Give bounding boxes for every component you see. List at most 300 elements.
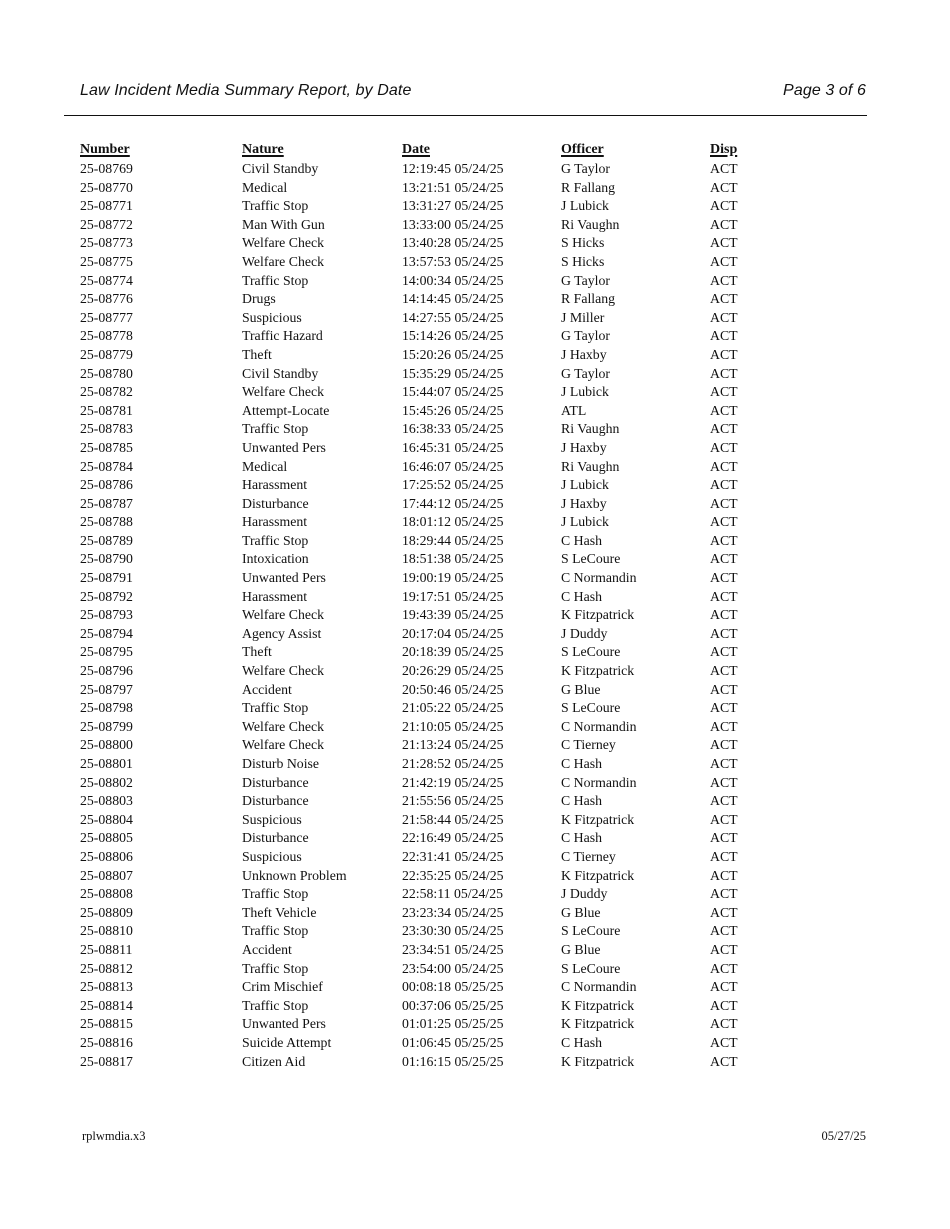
- cell-officer: C Hash: [561, 793, 603, 809]
- cell-number: 25-08806: [80, 848, 133, 864]
- cell-date: 19:17:51 05/24/25: [402, 588, 504, 604]
- cell-nature: Traffic Stop: [242, 886, 309, 902]
- table-row: [80, 513, 795, 532]
- cell-date: 20:18:39 05/24/25: [402, 644, 504, 660]
- cell-number: 25-08814: [80, 997, 133, 1013]
- cell-nature: Welfare Check: [242, 737, 325, 753]
- table-row: [80, 699, 795, 718]
- cell-number: 25-08810: [80, 923, 133, 939]
- cell-nature: Man With Gun: [242, 216, 325, 232]
- cell-date: 22:35:25 05/24/25: [402, 867, 504, 883]
- table-row: [80, 402, 795, 421]
- cell-date: 18:29:44 05/24/25: [402, 532, 504, 548]
- table-row: [80, 997, 795, 1016]
- table-row: [80, 792, 795, 811]
- cell-date: 15:20:26 05/24/25: [402, 346, 504, 362]
- footer-date: 05/27/25: [821, 1129, 866, 1143]
- cell-date: 23:23:34 05/24/25: [402, 904, 504, 920]
- cell-disp: ACT: [710, 774, 738, 790]
- table-row: [80, 234, 795, 253]
- cell-date: 20:50:46 05/24/25: [402, 681, 504, 697]
- cell-disp: ACT: [710, 607, 738, 623]
- column-header-nature: Nature: [242, 142, 284, 157]
- cell-officer: C Hash: [561, 756, 603, 771]
- cell-number: 25-08804: [80, 811, 133, 827]
- cell-disp: ACT: [710, 421, 738, 437]
- table-row: [80, 1015, 795, 1034]
- cell-disp: ACT: [710, 1016, 738, 1032]
- cell-officer: K Fitzpatrick: [561, 811, 635, 827]
- cell-number: 25-08817: [80, 1053, 133, 1069]
- cell-officer: C Normandin: [561, 774, 637, 790]
- table-row: [80, 885, 795, 904]
- cell-date: 14:14:45 05/24/25: [402, 291, 504, 307]
- cell-date: 23:30:30 05/24/25: [402, 923, 504, 939]
- cell-disp: ACT: [710, 551, 738, 567]
- cell-number: 25-08799: [80, 718, 133, 734]
- cell-number: 25-08796: [80, 663, 133, 679]
- cell-disp: ACT: [710, 402, 738, 418]
- cell-date: 15:44:07 05/24/25: [402, 384, 504, 400]
- cell-officer: K Fitzpatrick: [561, 867, 635, 883]
- cell-number: 25-08782: [80, 384, 133, 400]
- cell-number: 25-08779: [80, 346, 133, 362]
- cell-disp: ACT: [710, 439, 738, 455]
- column-header-number: Number: [80, 142, 130, 157]
- cell-nature: Theft: [242, 346, 272, 362]
- cell-date: 20:26:29 05/24/25: [402, 663, 504, 679]
- cell-officer: C Normandin: [561, 718, 637, 734]
- cell-disp: ACT: [710, 923, 738, 939]
- cell-date: 23:34:51 05/24/25: [402, 941, 504, 957]
- table-row: [80, 383, 795, 402]
- column-header-officer: Officer: [561, 142, 604, 157]
- table-row: [80, 736, 795, 755]
- cell-disp: ACT: [710, 161, 738, 176]
- table-header-row: [80, 139, 795, 160]
- table-row: [80, 160, 795, 179]
- table-row: [80, 532, 795, 551]
- cell-nature: Harassment: [242, 588, 308, 604]
- cell-disp: ACT: [710, 384, 738, 400]
- cell-nature: Medical: [242, 179, 288, 195]
- cell-number: 25-08800: [80, 737, 133, 753]
- cell-disp: ACT: [710, 793, 738, 809]
- cell-number: 25-08776: [80, 291, 133, 307]
- cell-date: 14:27:55 05/24/25: [402, 309, 504, 325]
- cell-date: 21:58:44 05/24/25: [402, 811, 504, 827]
- cell-nature: Traffic Stop: [242, 532, 309, 548]
- footer-report-id: rplwmdia.x3: [82, 1129, 146, 1143]
- cell-disp: ACT: [710, 253, 738, 269]
- cell-disp: ACT: [710, 458, 738, 474]
- cell-officer: K Fitzpatrick: [561, 663, 635, 679]
- cell-disp: ACT: [710, 346, 738, 362]
- cell-officer: S Hicks: [561, 253, 605, 269]
- table-row: [80, 290, 795, 309]
- cell-nature: Suspicious: [242, 309, 302, 325]
- cell-number: 25-08809: [80, 904, 133, 920]
- report-header: [80, 82, 866, 100]
- cell-disp: ACT: [710, 477, 738, 493]
- cell-disp: ACT: [710, 904, 738, 920]
- cell-nature: Traffic Stop: [242, 997, 309, 1013]
- column-header-date: Date: [402, 142, 430, 157]
- table-row: [80, 197, 795, 216]
- table-row: [80, 458, 795, 477]
- cell-date: 21:05:22 05/24/25: [402, 700, 504, 716]
- cell-officer: S LeCoure: [561, 700, 621, 716]
- cell-disp: ACT: [710, 309, 738, 325]
- cell-nature: Unwanted Pers: [242, 1016, 326, 1032]
- cell-number: 25-08772: [80, 216, 133, 232]
- cell-date: 12:19:45 05/24/25: [402, 161, 504, 176]
- cell-date: 21:55:56 05/24/25: [402, 793, 504, 809]
- cell-number: 25-08805: [80, 830, 133, 846]
- cell-nature: Unwanted Pers: [242, 570, 326, 586]
- table-row: [80, 179, 795, 198]
- cell-number: 25-08812: [80, 960, 133, 976]
- cell-nature: Suspicious: [242, 848, 302, 864]
- cell-disp: ACT: [710, 588, 738, 604]
- cell-date: 13:21:51 05/24/25: [402, 179, 504, 195]
- cell-nature: Disturbance: [242, 830, 309, 846]
- cell-nature: Suicide Attempt: [242, 1034, 332, 1050]
- cell-number: 25-08793: [80, 607, 133, 623]
- cell-nature: Attempt-Locate: [242, 402, 330, 418]
- cell-officer: K Fitzpatrick: [561, 607, 635, 623]
- cell-disp: ACT: [710, 663, 738, 679]
- cell-disp: ACT: [710, 811, 738, 827]
- cell-number: 25-08790: [80, 551, 133, 567]
- cell-disp: ACT: [710, 514, 738, 530]
- cell-number: 25-08769: [80, 161, 133, 176]
- cell-officer: C Tierney: [561, 737, 616, 753]
- table-row: [80, 272, 795, 291]
- cell-number: 25-08775: [80, 253, 133, 269]
- cell-disp: ACT: [710, 625, 738, 641]
- cell-officer: C Hash: [561, 830, 603, 846]
- table-row: [80, 439, 795, 458]
- cell-officer: S LeCoure: [561, 960, 621, 976]
- cell-date: 19:43:39 05/24/25: [402, 607, 504, 623]
- cell-disp: ACT: [710, 718, 738, 734]
- cell-number: 25-08794: [80, 625, 133, 641]
- table-row: [80, 588, 795, 607]
- cell-nature: Unwanted Pers: [242, 439, 326, 455]
- cell-nature: Suspicious: [242, 811, 302, 827]
- incident-table-body: [80, 160, 795, 1071]
- table-row: [80, 569, 795, 588]
- cell-disp: ACT: [710, 941, 738, 957]
- cell-date: 23:54:00 05/24/25: [402, 960, 504, 976]
- cell-disp: ACT: [710, 867, 738, 883]
- cell-officer: S LeCoure: [561, 551, 621, 567]
- cell-nature: Theft: [242, 644, 272, 660]
- cell-officer: C Normandin: [561, 979, 637, 995]
- cell-disp: ACT: [710, 979, 738, 995]
- cell-nature: Disturbance: [242, 793, 309, 809]
- cell-officer: K Fitzpatrick: [561, 1053, 635, 1069]
- table-row: [80, 978, 795, 997]
- cell-nature: Medical: [242, 458, 288, 474]
- column-header-disp: Disp: [710, 142, 738, 157]
- table-row: [80, 625, 795, 644]
- cell-disp: ACT: [710, 737, 738, 753]
- cell-officer: C Hash: [561, 532, 603, 548]
- cell-date: 01:16:15 05/25/25: [402, 1053, 504, 1069]
- cell-date: 22:16:49 05/24/25: [402, 830, 504, 846]
- cell-officer: G Taylor: [561, 272, 610, 288]
- cell-date: 01:01:25 05/25/25: [402, 1016, 504, 1032]
- table-row: [80, 495, 795, 514]
- cell-number: 25-08773: [80, 235, 133, 251]
- cell-disp: ACT: [710, 235, 738, 251]
- cell-date: 21:28:52 05/24/25: [402, 756, 504, 771]
- table-row: [80, 1034, 795, 1053]
- cell-date: 22:31:41 05/24/25: [402, 848, 504, 864]
- cell-date: 00:37:06 05/25/25: [402, 997, 504, 1013]
- cell-disp: ACT: [710, 960, 738, 976]
- cell-nature: Welfare Check: [242, 235, 325, 251]
- cell-nature: Disturbance: [242, 774, 309, 790]
- cell-disp: ACT: [710, 700, 738, 716]
- cell-officer: J Duddy: [561, 886, 608, 902]
- cell-nature: Accident: [242, 941, 292, 957]
- table-row: [80, 216, 795, 235]
- cell-number: 25-08784: [80, 458, 133, 474]
- cell-officer: J Haxby: [561, 346, 607, 362]
- cell-disp: ACT: [710, 997, 738, 1013]
- cell-number: 25-08797: [80, 681, 133, 697]
- cell-number: 25-08787: [80, 495, 133, 511]
- table-row: [80, 309, 795, 328]
- table-row: [80, 960, 795, 979]
- cell-nature: Traffic Stop: [242, 198, 309, 214]
- table-row: [80, 643, 795, 662]
- cell-nature: Traffic Stop: [242, 272, 309, 288]
- cell-disp: ACT: [710, 272, 738, 288]
- cell-date: 18:01:12 05/24/25: [402, 514, 504, 530]
- cell-disp: ACT: [710, 848, 738, 864]
- cell-nature: Civil Standby: [242, 365, 319, 381]
- cell-number: 25-08801: [80, 756, 133, 771]
- cell-nature: Citizen Aid: [242, 1053, 306, 1069]
- cell-date: 15:14:26 05/24/25: [402, 328, 504, 344]
- cell-nature: Traffic Stop: [242, 421, 309, 437]
- cell-number: 25-08808: [80, 886, 133, 902]
- cell-officer: C Hash: [561, 588, 603, 604]
- cell-officer: C Hash: [561, 1034, 603, 1050]
- cell-officer: K Fitzpatrick: [561, 997, 635, 1013]
- cell-disp: ACT: [710, 570, 738, 586]
- cell-officer: J Lubick: [561, 384, 609, 400]
- cell-officer: J Duddy: [561, 625, 608, 641]
- table-row: [80, 774, 795, 793]
- table-row: [80, 848, 795, 867]
- cell-officer: K Fitzpatrick: [561, 1016, 635, 1032]
- cell-disp: ACT: [710, 216, 738, 232]
- cell-number: 25-08815: [80, 1016, 133, 1032]
- cell-officer: G Taylor: [561, 365, 610, 381]
- cell-date: 18:51:38 05/24/25: [402, 551, 504, 567]
- cell-officer: G Blue: [561, 681, 601, 697]
- cell-disp: ACT: [710, 756, 738, 771]
- table-row: [80, 476, 795, 495]
- cell-officer: J Lubick: [561, 514, 609, 530]
- table-row: [80, 867, 795, 886]
- cell-nature: Drugs: [242, 291, 276, 307]
- report-footer: [82, 1129, 866, 1144]
- cell-date: 13:57:53 05/24/25: [402, 253, 504, 269]
- cell-disp: ACT: [710, 532, 738, 548]
- cell-nature: Unknown Problem: [242, 867, 347, 883]
- cell-officer: G Taylor: [561, 161, 610, 176]
- cell-disp: ACT: [710, 1053, 738, 1069]
- cell-nature: Traffic Hazard: [242, 328, 323, 344]
- cell-number: 25-08811: [80, 941, 133, 957]
- table-row: [80, 1053, 795, 1072]
- cell-date: 00:08:18 05/25/25: [402, 979, 504, 995]
- table-row: [80, 681, 795, 700]
- cell-officer: C Normandin: [561, 570, 637, 586]
- cell-date: 13:40:28 05/24/25: [402, 235, 504, 251]
- cell-nature: Welfare Check: [242, 384, 325, 400]
- cell-officer: R Fallang: [561, 291, 616, 307]
- cell-nature: Traffic Stop: [242, 923, 309, 939]
- cell-nature: Agency Assist: [242, 625, 322, 641]
- cell-officer: ATL: [561, 402, 587, 418]
- cell-nature: Harassment: [242, 477, 308, 493]
- cell-date: 16:46:07 05/24/25: [402, 458, 504, 474]
- table-row: [80, 327, 795, 346]
- header-rule: [64, 115, 867, 116]
- cell-number: 25-08786: [80, 477, 133, 493]
- cell-number: 25-08803: [80, 793, 133, 809]
- cell-disp: ACT: [710, 179, 738, 195]
- table-row: [80, 829, 795, 848]
- incident-table: [80, 139, 795, 1071]
- cell-number: 25-08778: [80, 328, 133, 344]
- cell-number: 25-08781: [80, 402, 133, 418]
- cell-officer: G Blue: [561, 904, 601, 920]
- cell-date: 22:58:11 05/24/25: [402, 886, 504, 902]
- cell-nature: Harassment: [242, 514, 308, 530]
- cell-date: 01:06:45 05/25/25: [402, 1034, 504, 1050]
- cell-number: 25-08795: [80, 644, 133, 660]
- table-row: [80, 662, 795, 681]
- cell-officer: Ri Vaughn: [561, 421, 620, 437]
- cell-number: 25-08816: [80, 1034, 133, 1050]
- cell-date: 16:38:33 05/24/25: [402, 421, 504, 437]
- cell-number: 25-08788: [80, 514, 133, 530]
- table-row: [80, 253, 795, 272]
- cell-officer: S LeCoure: [561, 923, 621, 939]
- table-row: [80, 606, 795, 625]
- cell-nature: Welfare Check: [242, 607, 325, 623]
- cell-disp: ACT: [710, 365, 738, 381]
- cell-number: 25-08785: [80, 439, 133, 455]
- cell-date: 13:31:27 05/24/25: [402, 198, 504, 214]
- cell-date: 20:17:04 05/24/25: [402, 625, 504, 641]
- cell-officer: C Tierney: [561, 848, 616, 864]
- table-row: [80, 922, 795, 941]
- cell-number: 25-08802: [80, 774, 133, 790]
- cell-date: 14:00:34 05/24/25: [402, 272, 504, 288]
- cell-nature: Intoxication: [242, 551, 309, 567]
- cell-officer: J Haxby: [561, 495, 607, 511]
- table-row: [80, 550, 795, 569]
- cell-officer: S Hicks: [561, 235, 605, 251]
- cell-number: 25-08774: [80, 272, 133, 288]
- table-row: [80, 904, 795, 923]
- cell-date: 16:45:31 05/24/25: [402, 439, 504, 455]
- report-title: Law Incident Media Summary Report, by Date: [80, 82, 412, 99]
- cell-disp: ACT: [710, 495, 738, 511]
- cell-officer: J Haxby: [561, 439, 607, 455]
- cell-disp: ACT: [710, 1034, 738, 1050]
- cell-number: 25-08771: [80, 198, 133, 214]
- table-row: [80, 365, 795, 384]
- cell-number: 25-08791: [80, 570, 133, 586]
- cell-number: 25-08813: [80, 979, 133, 995]
- cell-nature: Disturbance: [242, 495, 309, 511]
- cell-disp: ACT: [710, 291, 738, 307]
- cell-number: 25-08780: [80, 365, 133, 381]
- cell-nature: Welfare Check: [242, 663, 325, 679]
- cell-date: 21:42:19 05/24/25: [402, 774, 504, 790]
- table-row: [80, 941, 795, 960]
- cell-date: 19:00:19 05/24/25: [402, 570, 504, 586]
- cell-nature: Welfare Check: [242, 253, 325, 269]
- cell-number: 25-08807: [80, 867, 133, 883]
- cell-disp: ACT: [710, 681, 738, 697]
- cell-number: 25-08798: [80, 700, 133, 716]
- cell-officer: G Taylor: [561, 328, 610, 344]
- cell-officer: J Lubick: [561, 198, 609, 214]
- cell-officer: S LeCoure: [561, 644, 621, 660]
- cell-date: 21:10:05 05/24/25: [402, 718, 504, 734]
- cell-officer: G Blue: [561, 941, 601, 957]
- page-number-label: Page 3 of 6: [783, 82, 866, 99]
- cell-number: 25-08770: [80, 179, 133, 195]
- cell-nature: Disturb Noise: [242, 756, 320, 771]
- cell-nature: Theft Vehicle: [242, 904, 317, 920]
- cell-nature: Traffic Stop: [242, 700, 309, 716]
- table-row: [80, 755, 795, 774]
- cell-disp: ACT: [710, 328, 738, 344]
- cell-disp: ACT: [710, 886, 738, 902]
- cell-nature: Accident: [242, 681, 292, 697]
- table-row: [80, 718, 795, 737]
- cell-date: 17:25:52 05/24/25: [402, 477, 504, 493]
- cell-nature: Civil Standby: [242, 161, 319, 176]
- cell-disp: ACT: [710, 644, 738, 660]
- cell-number: 25-08783: [80, 421, 133, 437]
- cell-date: 15:45:26 05/24/25: [402, 402, 504, 418]
- cell-officer: J Miller: [561, 309, 605, 325]
- cell-nature: Crim Mischief: [242, 979, 323, 995]
- cell-officer: J Lubick: [561, 477, 609, 493]
- cell-date: 17:44:12 05/24/25: [402, 495, 504, 511]
- cell-number: 25-08792: [80, 588, 133, 604]
- cell-disp: ACT: [710, 198, 738, 214]
- table-row: [80, 346, 795, 365]
- cell-officer: Ri Vaughn: [561, 458, 620, 474]
- cell-officer: R Fallang: [561, 179, 616, 195]
- cell-date: 15:35:29 05/24/25: [402, 365, 504, 381]
- cell-number: 25-08789: [80, 532, 133, 548]
